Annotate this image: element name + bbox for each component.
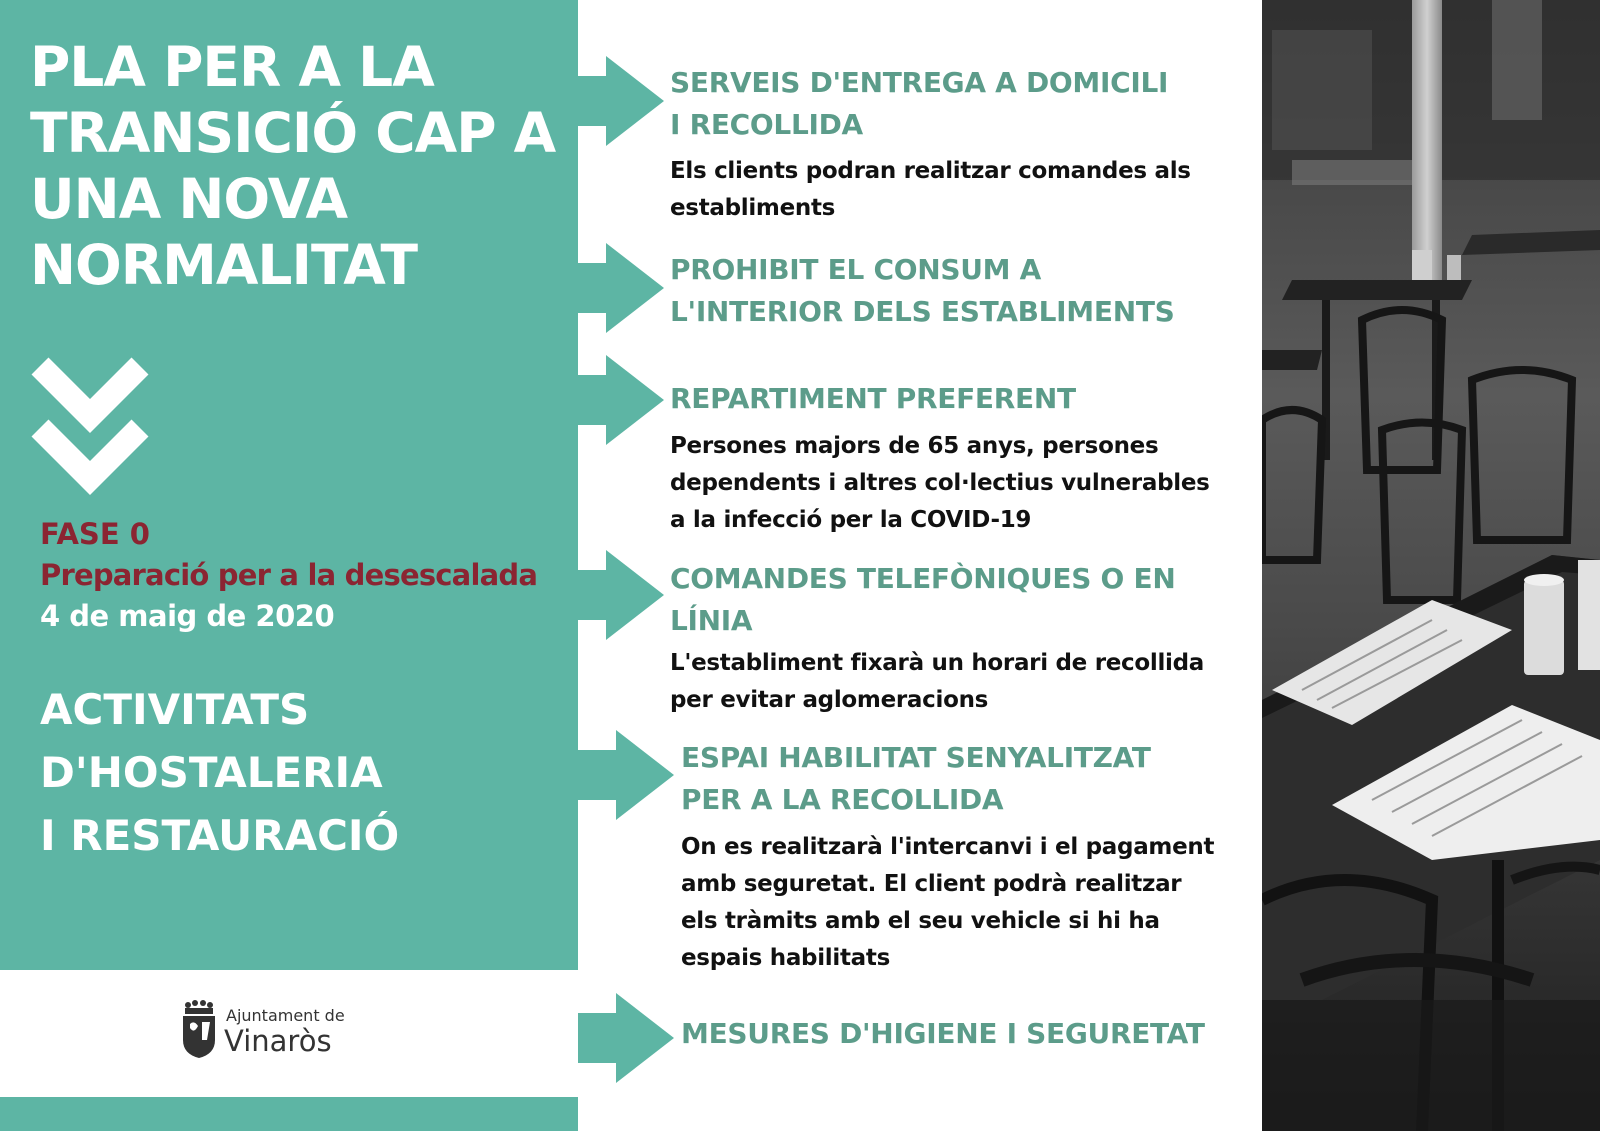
arrow-right-icon bbox=[578, 355, 664, 445]
title-line: PLA PER A LA bbox=[30, 35, 434, 99]
item-description: Els clients podran realitzar comandes als establiments bbox=[670, 158, 1191, 221]
cafe-photo bbox=[1262, 0, 1600, 1131]
arrow-right-icon bbox=[578, 550, 664, 640]
item-title: SERVEIS D'ENTREGA A DOMICILI I RECOLLIDA bbox=[670, 66, 1169, 141]
bottom-strip bbox=[0, 1097, 578, 1131]
cafe-photo-illustration bbox=[1262, 0, 1600, 1131]
activity-title bbox=[40, 678, 560, 867]
title-line: NORMALITAT bbox=[30, 233, 418, 297]
item-title: REPARTIMENT PREFERENT bbox=[670, 382, 1076, 415]
title-line: TRANSICIÓ CAP A bbox=[30, 101, 556, 165]
arrow-right-icon bbox=[578, 243, 664, 333]
coat-of-arms-icon bbox=[180, 1000, 218, 1060]
title-line: UNA NOVA bbox=[30, 167, 348, 231]
arrow-right-icon bbox=[578, 993, 674, 1083]
activity-line: I RESTAURACIÓ bbox=[40, 811, 400, 860]
phase-date: 4 de maig de 2020 bbox=[40, 599, 335, 633]
item-title: PROHIBIT EL CONSUM A L'INTERIOR DELS ESTABLIMENTS bbox=[670, 253, 1175, 328]
phase-title: FASE 0 bbox=[40, 517, 150, 551]
arrow-right-icon bbox=[578, 56, 664, 146]
activity-line: ACTIVITATS bbox=[40, 685, 310, 734]
logo-line2: Vinaròs bbox=[224, 1024, 332, 1058]
item-title: COMANDES TELEFÒNIQUES O EN LÍNIA bbox=[670, 562, 1176, 637]
item-title: ESPAI HABILITAT SENYALITZAT PER A LA RECOLLIDA bbox=[681, 741, 1151, 816]
item-description: L'establiment fixarà un horari de recollida per evitar aglomeracions bbox=[670, 650, 1205, 713]
main-title bbox=[30, 34, 570, 298]
activity-line: D'HOSTALERIA bbox=[40, 748, 383, 797]
item-description: Persones majors de 65 anys, persones dependents i altres col·lectius vulnerables a la infecció per la COVID-19 bbox=[670, 433, 1210, 533]
phase-subtitle: Preparació per a la desescalada bbox=[40, 558, 538, 592]
arrow-right-icon bbox=[578, 730, 674, 820]
double-chevron-down-icon bbox=[30, 352, 150, 502]
logo-line1: Ajuntament de bbox=[226, 1006, 345, 1025]
item-title: MESURES D'HIGIENE I SEGURETAT bbox=[681, 1017, 1205, 1050]
ajuntament-logo bbox=[180, 1000, 360, 1070]
item-description: On es realitzarà l'intercanvi i el pagament amb seguretat. El client podrà realitzar els tràmits amb el seu vehicle si hi ha espais habilitats bbox=[681, 834, 1215, 971]
